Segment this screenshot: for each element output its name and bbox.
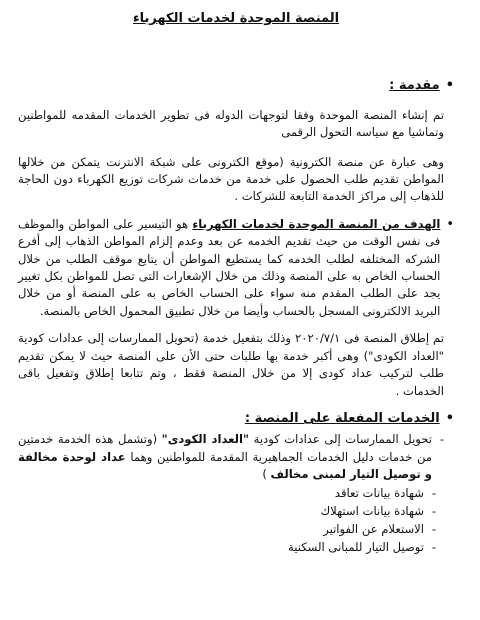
service-label: شهادة بيانات استهلاك [320,503,424,518]
goal-text: هو التيسير على المواطن والموظف فى نفس الوقت من حيث تقديم الخدمه عن بعد وعدم إلزام المواطن الذهاب إلى أفرع الشركه المختلفه لطلب الخدمه كما يستطيع المواطن أن يتابع موقف الطلب من خلال الحساب الخاص به على المنصة وذلك من خلال الإشعارات التى تصل للمواطن بكل تغيير يجد على الطلب المقدم منه سواء على الحساب الخاص به على المنصة أو من خلال البريد الالكترونى المسجل بالحساب وأيضا من خلال تطبيق المحمول الخاص بالمنصة. [18,216,441,318]
intro-section [18,77,454,205]
service-list-item [18,484,436,502]
intro-heading: مقدمة : [389,78,440,94]
dash-marker: - [439,432,444,447]
service-main-item: - تحويل الممارسات إلى عدادات كودية "العداد الكودى" (وتشمل هذه الخدمة خدمتين من خدمات دليل الخدمات الجماهيرية المقدمة للمواطنين وهما عداد لوحدة مخالفة و توصيل التيار لمبنى مخالف ) [18,432,444,482]
services-list [18,484,454,556]
service-label: شهادة بيانات تعاقد [334,485,424,500]
service-label: توصيل التيار للمبانى السكنية [288,539,424,554]
intro-paragraph-2: وهى عبارة عن منصة الكترونية (موقع الكترونى على شبكة الانترنت يتمكن من خلالها المواطن تقديم طلب الحصول على خدمة من خدمات شركات توزيع الكهرباء دون الحاجة للذهاب إلى مراكز الخدمة التابعة للشركات . [18,154,444,204]
dash-marker: - [431,485,436,500]
service-list-item [18,538,436,556]
services-heading-line [18,410,454,427]
service-label: الاستعلام عن الفواتير [323,521,424,536]
services-heading: الخدمات المفعلة على المنصة : [244,410,440,426]
dash-marker: - [431,521,436,536]
service-list-item [18,520,436,538]
bullet-icon: • [446,216,454,232]
document-title: المنصة الموحدة لخدمات الكهرباء [132,11,340,26]
intro-paragraph-1: تم إنشاء المنصة الموحدة وفقا لتوجهات الدوله فى تطوير الخدمات المقدمه للمواطنين وتماشيا مع سياسه التحول الرقمى [18,107,444,140]
intro-heading-line [18,77,454,94]
services-section [18,410,454,556]
goal-section [18,216,454,320]
launch-paragraph: تم إطلاق المنصة فى ٢٠٢٠/٧/١ وذلك بتفعيل خدمة (تحويل الممارسات إلى عدادات كودية "العداد الكودى") وهى أكبر خدمة بها طلبات حتى الأن على المنصة حيث لا يمكن تقديم طلب لتركيب عداد كودى إلا من خلال المنصة فقط ، وتم تتابعا إطلاق وتفعيل باقى الخدمات . [18,331,444,398]
bullet-icon: • [445,78,454,94]
goal-lead: الهدف من المنصة الموحدة لخدمات الكهرباء [192,216,441,231]
dash-marker: - [431,539,436,554]
dash-marker: - [431,503,436,518]
goal-paragraph [18,216,454,320]
bullet-icon: • [445,410,454,426]
service-list-item [18,502,436,520]
